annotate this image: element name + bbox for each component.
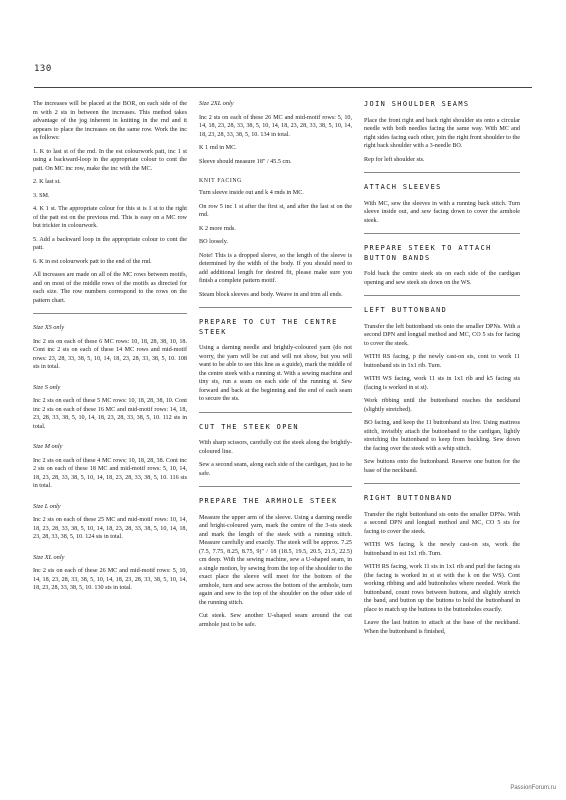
right-text-3: WITH RS facing, work 11 sts in 1x1 rib and purl the facing sts (the facing is worked in st st with the k on the WS). Cont working ribbing and add buttonholes where needed. Work the buttonband, count rows between buttons, and slightly stretch the band, and button up the buttons to hold the buttonband in place to match up the buttons to the buttonholes exactly. [364,564,520,613]
knit-facing-2: On row 5 inc 1 st after the first st, and after the last st on the rnd. [199,203,352,218]
size-xl-title: Size XL only [33,553,65,561]
shoulder-heading: JOIN SHOULDER SEAMS [364,100,470,108]
shoulder-text-2: Rep for left shoulder sts. [364,156,425,163]
size-l-title: Size L only [33,502,61,510]
divider [199,412,352,413]
step-6: 6. K in est colourwork patt to the end of the rnd. [33,258,152,265]
attach-heading: ATTACH SLEEVES [364,183,442,191]
left-text-2: WITH RS facing, p the newly cast-on sts, cont to work 11 buttonband sts in 1x1 rib. Turn. [364,354,520,369]
divider [364,172,520,173]
cut-text-2: Sew a second seam, along each side of the cardigan, just to be safe. [199,462,352,477]
cut-heading: CUT THE STEEK OPEN [199,422,299,431]
size-l-text: Inc 2 sts on each of these 25 MC and mid-motif rows: 10, 14, 18, 23, 28, 33, 38, 5, 10, 14, 18, 23, 28, 33, 38, 5, 10, 14, 18, 23, 28, 33, 38, 5, 10. 124 sts in total. [33,517,187,540]
size-xs-title: Size XS only [33,324,65,331]
header-rule [34,87,532,88]
prepare-button-heading: PREPARE STEEK TO ATTACH BUTTON BANDS [364,244,492,262]
column-2 [199,100,352,634]
sleeve-measure-text: Sleeve should measure 18" / 45.5 cm. [199,158,292,165]
increase-note: All increases are made on all of the MC rows between motifs, and on most of the middle rows of the motifs as directed for each size. The row numbers correspond to the rows on the pattern chart. [33,272,187,304]
column-3 [364,100,520,641]
cut-text-1: With sharp scissors, carefully cut the steek along the brightly-coloured line. [199,440,352,455]
right-buttonband-heading: RIGHT BUTTONBAND [364,494,453,502]
knit-facing-title: KNIT FACING [199,178,242,184]
left-text-4: Work ribbing until the buttonband reaches the neckband (slightly stretched). [364,398,520,413]
knit-facing-3: K 2 more rnds. [199,225,236,232]
size-m-title: Size M only [33,443,63,450]
right-text-1: Transfer the right buttonband sts onto the smaller DPNs. With a second DPN and longtail method and MC, CO 5 sts for facing to cover the steek. [364,511,520,535]
left-text-6: Sew buttons onto the buttonband. Reserve one button for the base of the neckband. [364,459,520,474]
divider [33,313,187,314]
divider [364,233,520,234]
armhole-text-2: Cut steek. Sew another U-shaped seam around the cut armhole just to be safe. [199,613,352,628]
intro-paragraph: The increases will be placed at the BOR, on each side of the m with 2 sts in between the increases. This method takes advantage of the jog inherent in knitting in the rnd and it appears to place the increases on the same row. Work the inc as follows: [33,101,187,141]
step-3: 3. SM. [33,192,50,199]
step-4: 4. K 1 st. The appropriate colour for this st is 1 st to the right of the patt est on the previous rnd. This is easy on a MC row but trickier in colourwork. [33,206,187,229]
size-m-text: Inc 2 sts on each of these 4 MC rows: 10, 18, 28, 38. Cont inc 2 sts on each of these 18 MC and mid-motif rows: 5, 10, 14, 18, 23, 28, 33, 38, 5, 10, 14, 18, 23, 28, 33, 38, 5, 10. 116 sts in total. [33,457,187,489]
prepare-button-text: Fold back the centre steek sts on each side of the cardigan opening and sew steek sts down on the WS. [364,271,520,286]
size-xs-text: Inc 2 sts on each of these 6 MC rows: 10, 18, 28, 38, 10, 18. Cont inc 2 sts on each of these 14 MC rows and mid-motif rows: 23, 28, 33, 38, 5, 10, 14, 18, 23, 28, 33, 38, 5, 10. 108 sts in total. [33,338,187,370]
right-text-2: WITH WS facing, k the newly cast-on sts, work the buttonband in est 1x1 rib. Turn. [364,542,520,557]
left-text-5: BO facing, and keep the 11 buttonband sts live. Using mattress stitch, invisibly attach the buttonband to the cardigan, lightly stretching the buttonband to keep from buckling. Sew down the facing over the steek with a whip stitch. [364,420,520,452]
size-s-text: Inc 2 sts on each of these 5 MC rows: 10, 18, 28, 38, 10. Cont inc 2 sts on each of these 16 MC and mid-motif rows: 14, 18, 23, 28, 33, 38, 5, 10, 14, 18, 23, 28, 33, 38, 5, 10. 112 sts in total. [33,398,187,430]
knit-facing-note: Note! This is a dropped sleeve, so the length of the sleeve is determined by the width of the body. If you should need to add additional length for desired fit, please make sure you finish a complete pattern motif. [199,252,352,284]
armhole-text-1: Measure the upper arm of the sleeve. Using a darning needle and bright-coloured yarn, mark the centre of the 3-sts steek and mark the length of the steek with a running stitch. Measure carefully and exactly. The steek will be approx. 7.25 (7.5, 7.75, 8.25, 8.75, 9)" / 18 (18.5, 19.5, 20.5, 21.5, 22.5) cm deep. With the sewing machine, sew a U-shaped seam, in a single motion, by sewing from the top of the shoulder to the exact place the sleeve will meet for the bottom of the armhole, turn and sew across the bottom of the armhole, turn again and sew to the top of the shoulder on the other side of the running stitch. [199,514,352,606]
right-text-4: Leave the last button to attach at the base of the neckband. When the buttonband is finished, [364,620,520,635]
attach-text: With MC, sew the sleeves in with a running back stitch. Turn sleeve inside out, and sew facing down to cover the armhole steek. [364,200,520,224]
watermark: PassionForum.ru [510,785,556,791]
left-text-3: WITH WS facing, work 11 sts in 1x1 rib and k5 facing sts (facing is worked in st st). [364,376,520,391]
divider [199,307,352,308]
size-xl-text: Inc 2 sts on each of these 26 MC and mid-motif rows: 5, 10, 14, 18, 23, 28, 33, 38, 5, 10, 14, 18, 23, 28, 33, 38, 5, 10, 14, 18, 23, 28, 33, 38, 5, 10. 130 sts in total. [33,568,187,591]
knit-facing-4: BO loosely. [199,239,228,245]
divider [199,486,352,487]
left-text-1: Transfer the left buttonband sts onto the smaller DPNs. With a second DPN and longtail method and MC, CO 5 sts for facing to cover the steek. [364,323,520,347]
column-1 [33,100,187,598]
shoulder-text-1: Place the front right and back right shoulder sts onto a circular needle with both needles facing the same way. With MC and right sides facing each other, join the right front shoulder to the right back shoulder with a 3-needle BO. [364,117,520,149]
knit-facing-6: Steam block sleeves and body. Weave in and trim all ends. [199,291,343,298]
step-1: 1. K to last st of the rnd. In the est colourwork patt, inc 1 st using a backward-loop in the appropriate colour to cont the patt. On MC inc row, make the inc with the MC. [33,148,187,172]
page-number: 130 [34,64,52,74]
divider [364,483,520,484]
size-2xl-text: Inc 2 sts on each of these 26 MC and mid-motif rows: 5, 10, 14, 18, 23, 28, 33, 38, 5, 10, 14, 18, 23, 28, 33, 38, 5, 10, 14, 18, 23, 28, 33, 38, 5, 10. 134 in total. [199,114,352,138]
armhole-heading: PREPARE THE ARMHOLE STEEK [199,497,338,505]
left-buttonband-heading: LEFT BUTTONBAND [364,306,448,314]
step-2: 2. K last st. [33,179,61,185]
k1-rnd-text: K 1 rnd in MC. [199,145,237,151]
size-2xl-title: Size 2XL only [199,100,234,107]
size-s-title: Size S only [33,383,61,391]
knit-facing-1: Turn sleeve inside out and k 4 rnds in MC. [199,190,304,196]
steek-heading: PREPARE TO CUT THE CENTRE STEEK [199,318,338,336]
steek-text: Using a darning needle and brightly-coloured yarn (do not worry, the yarn will be cut and will not show, but you will want to be able to see this line as a guide), mark the middle of the centre steek with a running st. With a sewing machine and tiny sts, run a seam on each side of the running st. Sew forward and back at the beginning and the end of each seam to secure the sts. [199,345,352,402]
step-5: 5. Add a backward loop in the appropriate colour to cont the patt. [33,236,187,251]
divider [364,295,520,296]
